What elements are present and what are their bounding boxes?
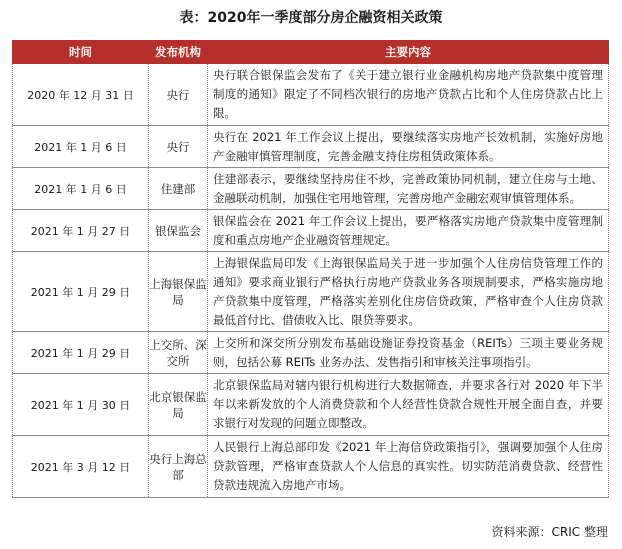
table-row — [13, 332, 609, 374]
table-row — [13, 436, 609, 498]
policy-table — [12, 40, 609, 498]
row-org: 住建部 — [149, 168, 208, 210]
row-org: 上海银保监局 — [149, 252, 208, 332]
row-date: 2021 年 1 月 6 日 — [13, 168, 149, 210]
table-header-row — [13, 41, 609, 64]
row-content: 央行在 2021 年工作会议上提出，要继续落实房地产长效机制，实施好房地产金融审慎管理制度，完善金融支持住房租赁政策体系。 — [208, 126, 609, 168]
row-content: 央行联合银保监会发布了《关于建立银行业金融机构房地产贷款集中度管理制度的通知》限定了不同档次银行的房地产贷款占比和个人住房贷款占比上限。 — [208, 64, 609, 126]
row-content: 上交所和深交所分别发布基础设施证券投资基金（REITs）三项主要业务规则，包括公募 REITs 业务办法、发售指引和审核关注事项指引。 — [208, 332, 609, 374]
row-org: 北京银保监局 — [149, 374, 208, 436]
row-date: 2021 年 3 月 12 日 — [13, 436, 149, 498]
page-title: 表：2020年一季度部分房企融资相关政策 — [179, 10, 443, 26]
table-row — [13, 126, 609, 168]
row-org: 央行上海总部 — [149, 436, 208, 498]
row-date: 2020 年 12 月 31 日 — [13, 64, 149, 126]
row-org: 央行 — [149, 126, 208, 168]
row-org: 上交所、深交所 — [149, 332, 208, 374]
header-content: 主要内容 — [208, 41, 609, 64]
table-row — [13, 168, 609, 210]
table-row — [13, 252, 609, 332]
row-org: 央行 — [149, 64, 208, 126]
row-content: 上海银保监局印发《上海银保监局关于进一步加强个人住房信贷管理工作的通知》要求商业银行严格执行房地产贷款业务各项规制要求，严格实施房地产贷款集中度管理，严格落实差别化住房信贷政策，严格审查个人住房贷款最低首付比、借债收入比、限贷等要求。 — [208, 252, 609, 332]
source-note: 资料来源：CRIC 整理 — [491, 525, 608, 539]
row-content: 住建部表示，要继续坚持房住不炒，完善政策协同机制，建立住房与土地、金融联动机制，加强住宅用地管理，完善房地产金融宏观审慎管理体系。 — [208, 168, 609, 210]
row-date: 2021 年 1 月 6 日 — [13, 126, 149, 168]
header-date: 时间 — [13, 41, 149, 64]
row-content: 人民银行上海总部印发《2021 年上海信贷政策指引》，强调要加强个人住房贷款管理，严格审查贷款人个人信息的真实性。切实防范消费贷款、经营性贷款违规流入房地产市场。 — [208, 436, 609, 498]
table-row — [13, 210, 609, 252]
table-row — [13, 374, 609, 436]
row-content: 银保监会在 2021 年工作会议上提出，要严格落实房地产贷款集中度管理制度和重点房地产企业融资管理规定。 — [208, 210, 609, 252]
row-content: 北京银保监局对辖内银行机构进行大数据筛查，并要求各行对 2020 年下半年以来新发放的个人消费贷款和个人经营性贷款合规性开展全面自查，并要求银行对发现的问题立即整改。 — [208, 374, 609, 436]
table-row — [13, 64, 609, 126]
row-date: 2021 年 1 月 27 日 — [13, 210, 149, 252]
row-date: 2021 年 1 月 30 日 — [13, 374, 149, 436]
row-org: 银保监会 — [149, 210, 208, 252]
header-org: 发布机构 — [149, 41, 208, 64]
row-date: 2021 年 1 月 29 日 — [13, 252, 149, 332]
row-date: 2021 年 1 月 29 日 — [13, 332, 149, 374]
